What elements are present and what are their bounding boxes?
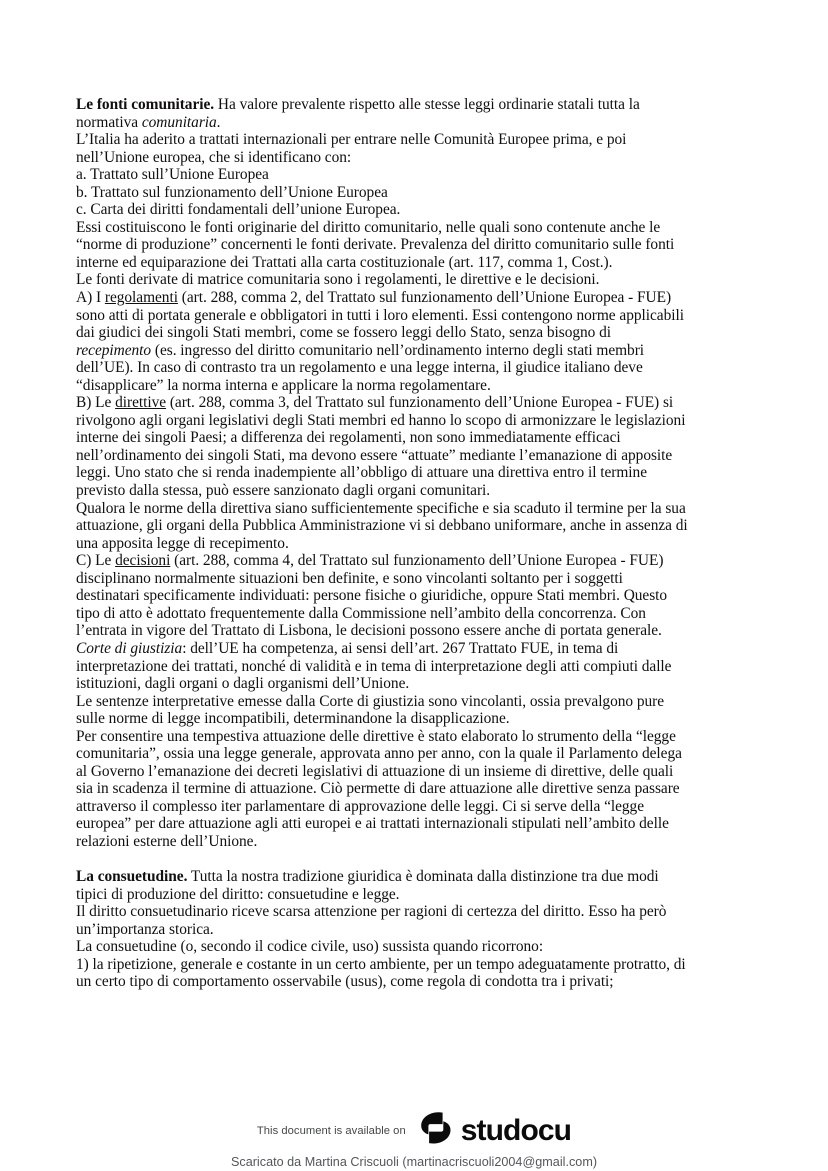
text-line <box>76 359 748 377</box>
text-line <box>76 833 748 851</box>
text-run: rivolgono agli organi legislativi degli Stati membri ed hanno lo scopo di armonizzare le legislazioni <box>76 411 686 429</box>
text-line <box>76 166 748 184</box>
text-line <box>76 517 748 535</box>
text-line <box>76 570 748 588</box>
text-run: 1) la ripetizione, generale e costante in un certo ambiente, per un tempo adeguatamente protratto, di <box>76 955 686 973</box>
text-run: La consuetudine (o, secondo il codice civile, uso) sussista quando ricorrono: <box>76 938 544 956</box>
text-line <box>76 938 748 956</box>
text-run: b. Trattato sul funzionamento dell’Unione Europea <box>76 183 388 201</box>
text-line <box>76 552 748 570</box>
text-run: B) Le <box>76 394 116 412</box>
text-run: interne dei singoli Paesi; a differenza dei regolamenti, non sono immediatamente efficaci <box>76 429 621 447</box>
text-line <box>76 289 748 307</box>
text-line <box>76 131 748 149</box>
text-run: Il diritto consuetudinario riceve scarsa attenzione per ragioni di certezza del diritto. Esso ha però <box>76 903 667 921</box>
text-line <box>76 482 748 500</box>
text-run: (es. ingresso del diritto comunitario nell’ordinamento interno degli stati membri <box>151 341 645 359</box>
text-run: tipici di produzione del diritto: consuetudine e legge. <box>76 885 400 903</box>
page-footer <box>0 1110 828 1169</box>
footer-brand-row <box>0 1110 828 1150</box>
document-body <box>76 96 748 991</box>
text-line <box>76 815 748 833</box>
studocu-logo-icon <box>418 1111 454 1150</box>
text-line <box>76 710 748 728</box>
text-line <box>76 658 748 676</box>
text-run: interpretazione dei trattati, nonché di validità e in tema di interpretazione degli atti compiuti dalle <box>76 657 672 675</box>
text-line <box>76 307 748 325</box>
text-run: l’entrata in vigore del Trattato di Lisbona, le decisioni possono essere anche di portata generale. <box>76 622 662 640</box>
text-run-underline: decisioni <box>115 552 171 570</box>
text-run: (art. 288, comma 3, del Trattato sul funzionamento dell’Unione Europea - FUE) si <box>166 394 674 412</box>
text-line <box>76 798 748 816</box>
text-run: attraverso il complesso iter parlamentare di approvazione delle leggi. Ci si serve della “legge <box>76 797 644 815</box>
text-run: sono atti di portata generale e obbligatori in tutti i loro elementi. Essi contengono norme applicabili <box>76 306 684 324</box>
text-line <box>76 886 748 904</box>
studocu-wordmark: studocu <box>460 1114 572 1147</box>
text-line <box>76 535 748 553</box>
text-line <box>76 236 748 254</box>
text-run: previsto dalla stessa, può essere sanzionato dagli organi comunitari. <box>76 482 491 500</box>
text-line <box>76 622 748 640</box>
text-run: sulle norme di legge incompatibili, determinandone la disapplicazione. <box>76 710 510 728</box>
text-line <box>76 605 748 623</box>
text-line <box>76 114 748 132</box>
text-run-underline: direttive <box>115 394 167 412</box>
text-line <box>76 271 748 289</box>
text-line <box>76 377 748 395</box>
text-line <box>76 447 748 465</box>
section-consuetudine <box>76 868 748 991</box>
text-run: Le fonti derivate di matrice comunitaria sono i regolamenti, le direttive e le decisioni. <box>76 271 600 289</box>
text-line <box>76 745 748 763</box>
text-run: dell’UE). In caso di contrasto tra un regolamento e una legge interna, il giudice italiano deve <box>76 359 643 377</box>
text-run: un’importanza storica. <box>76 920 214 938</box>
text-run: Qualora le norme della direttiva siano sufficientemente specifiche e sia scaduto il termine per la sua <box>76 499 686 517</box>
text-line <box>76 342 748 360</box>
text-run: europea” per dare attuazione agli atti europei e ai trattati internazionali stipulati nell’ambito delle <box>76 815 669 833</box>
text-run: disciplinano normalmente situazioni ben definite, e sono vincolanti soltanto per i soggetti <box>76 569 623 587</box>
text-line <box>76 149 748 167</box>
section-fonti-comunitarie <box>76 96 748 851</box>
text-line <box>76 640 748 658</box>
text-run: Tutta la nostra tradizione giuridica è dominata dalla distinzione tra due modi <box>187 868 659 886</box>
text-line <box>76 429 748 447</box>
text-line <box>76 219 748 237</box>
text-run: nell’Unione europea, che si identificano con: <box>76 148 352 166</box>
text-run: (art. 288, comma 4, del Trattato sul funzionamento dell’Unione Europea - FUE) <box>170 552 664 570</box>
text-line <box>76 201 748 219</box>
text-line <box>76 973 748 991</box>
text-run-italic: Corte di giustizia <box>76 639 183 657</box>
text-run: dai giudici dei singoli Stati membri, come se fossero leggi dello Stato, senza bisogno di <box>76 324 612 342</box>
text-run: tipo di atto è adottato frequentemente dalla Commissione nell’ambito della concorrenza. Con <box>76 604 646 622</box>
text-run: A) I <box>76 289 105 307</box>
text-run: (art. 288, comma 2, del Trattato sul funzionamento dell’Unione Europea - FUE) <box>177 289 672 307</box>
studocu-logo[interactable] <box>418 1111 571 1150</box>
text-line <box>76 868 748 886</box>
text-line <box>76 921 748 939</box>
text-run: Per consentire una tempestiva attuazione delle direttive è stato elaborato lo strumento della “legge <box>76 727 676 745</box>
text-run: leggi. Uno stato che si renda inadempiente all’obbligo di attuare una direttiva entro il termine <box>76 464 647 482</box>
text-run: una apposita legge di recepimento. <box>76 534 289 552</box>
footer-download-line: Scaricato da Martina Criscuoli (martinacriscuoli2004@gmail.com) <box>230 1155 598 1169</box>
text-line <box>76 184 748 202</box>
text-line <box>76 587 748 605</box>
text-line <box>76 254 748 272</box>
text-run: comunitaria”, ossia una legge generale, approvata anno per anno, con la quale il Parlamento delega <box>76 745 682 763</box>
text-run: Ha valore prevalente rispetto alle stesse leggi ordinarie statali tutta la <box>214 96 640 113</box>
text-run: sia in scadenza il termine di attuazione. Ciò permette di dare attuazione alle direttive senza passare <box>76 780 680 798</box>
text-run: relazioni esterne dell’Unione. <box>76 832 258 850</box>
text-line <box>76 675 748 693</box>
text-run: istituzioni, dagli organi o dagli organismi dell’Unione. <box>76 675 410 693</box>
text-run: . <box>216 113 221 131</box>
text-line <box>76 903 748 921</box>
footer-availability-label: This document is available on <box>256 1125 406 1137</box>
text-line <box>76 956 748 974</box>
text-run: a. Trattato sull’Unione Europea <box>76 166 269 184</box>
text-run: L’Italia ha aderito a trattati internazionali per entrare nelle Comunità Europee prima, e poi <box>76 131 627 149</box>
text-run: : dell’UE ha competenza, ai sensi dell’art. 267 Trattato FUE, in tema di <box>182 639 619 657</box>
text-run: c. Carta dei diritti fondamentali dell’unione Europea. <box>76 201 401 219</box>
text-run: destinatari specificamente individuati: persone fisiche o giuridiche, oppure Stati membri. Questo <box>76 587 668 605</box>
text-run: “norme di produzione” concernenti le fonti derivate. Prevalenza del diritto comunitario sulle fonti <box>76 236 675 254</box>
text-run: al Governo l’emanazione dei decreti legislativi di attuazione di un insieme di direttive, delle quali <box>76 762 674 780</box>
paragraph-spacer <box>76 851 748 869</box>
text-run-italic: comunitaria <box>141 113 217 131</box>
text-run: normativa <box>76 113 142 131</box>
text-run: “disapplicare” la norma interna e applicare la norma regolamentare. <box>76 376 491 394</box>
text-run: interne ed equiparazione dei Trattati alla carta costituzionale (art. 117, comma 1, Cost.). <box>76 253 613 271</box>
text-line <box>76 693 748 711</box>
text-line <box>76 324 748 342</box>
text-line <box>76 464 748 482</box>
text-line <box>76 500 748 518</box>
text-run: attuazione, gli organi della Pubblica Amministrazione vi si debbano uniformare, anche in assenza di <box>76 517 688 535</box>
text-line <box>76 763 748 781</box>
text-run-underline: regolamenti <box>104 289 178 307</box>
text-run: Essi costituiscono le fonti originarie del diritto comunitario, nelle quali sono contenute anche le <box>76 218 661 236</box>
text-run: Le sentenze interpretative emesse dalla Corte di giustizia sono vincolanti, ossia prevalgono pure <box>76 692 665 710</box>
text-run-bold: Le fonti comunitarie. <box>76 96 215 113</box>
text-line <box>76 394 748 412</box>
text-run: nell’ordinamento dei singoli Stati, ma devono essere “attuate” mediante l’emanazione di apposite <box>76 446 673 464</box>
text-run: C) Le <box>76 552 116 570</box>
text-run-bold: La consuetudine. <box>76 868 188 886</box>
text-run: un certo tipo di comportamento osservabile (usus), come regola di condotta tra i privati; <box>76 973 614 991</box>
text-line <box>76 780 748 798</box>
text-run-italic: recepimento <box>76 341 152 359</box>
text-line <box>76 728 748 746</box>
text-line <box>76 96 748 114</box>
text-line <box>76 412 748 430</box>
